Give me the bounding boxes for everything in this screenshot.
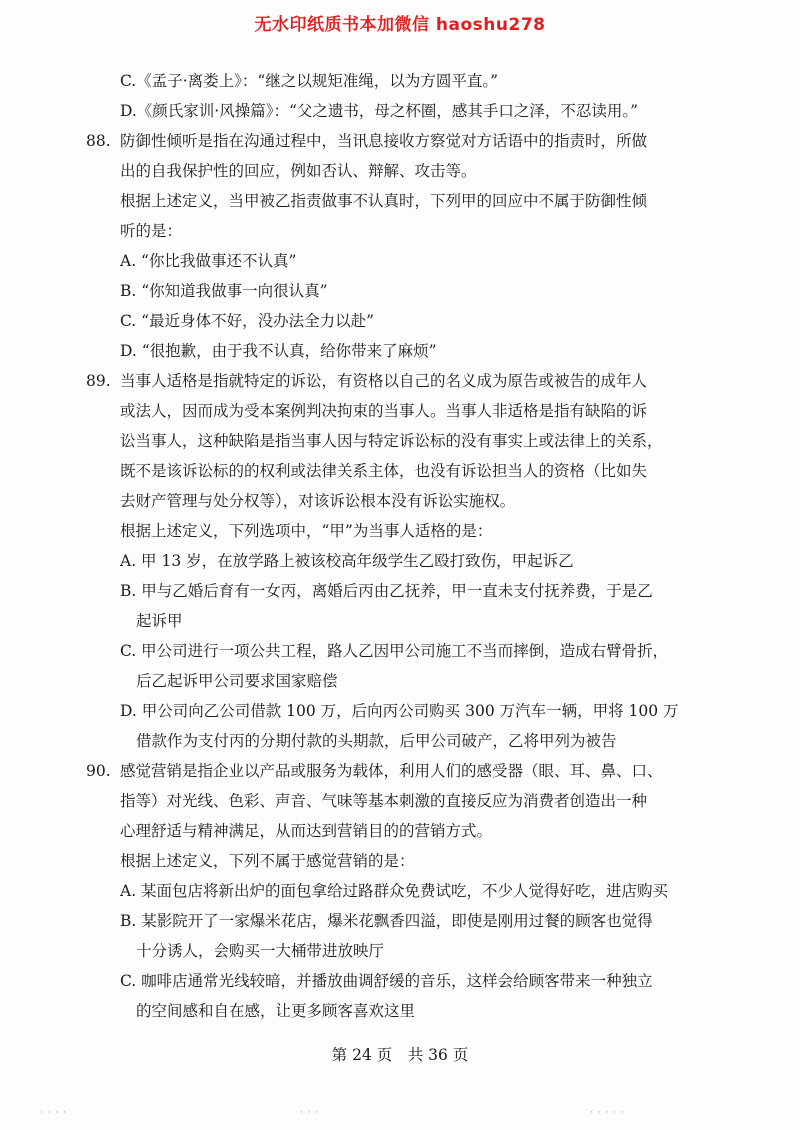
q90-option-b-line-1: B. 某影院开了一家爆米花店，爆米花飘香四溢，即使是刚用过餐的顾客也觉得	[120, 912, 653, 930]
q88-option-b: B. “你知道我做事一向很认真”	[120, 282, 328, 300]
scan-artifact-dots-center: · · ·	[300, 1108, 320, 1118]
page-number-footer: 第 24 页 共 36 页	[331, 1046, 469, 1064]
q89-option-b-line-1: B. 甲与乙婚后育有一女丙，离婚后丙由乙抚养，甲一直未支付抚养费，于是乙	[120, 582, 653, 600]
q89-option-c-line-2: 后乙起诉甲公司要求国家赔偿	[136, 672, 338, 690]
q88-option-a: A. “你比我做事还不认真”	[120, 252, 297, 270]
q90-body-line-1	[86, 756, 726, 786]
q89-body-line-5: 去财产管理与处分权等），对该诉讼根本没有诉讼实施权。	[120, 492, 516, 510]
q89-option-a: A. 甲 13 岁，在放学路上被该校高年级学生乙殴打致伤，甲起诉乙	[120, 552, 574, 570]
q90-option-c-line-2: 的空间感和自在感，让更多顾客喜欢这里	[136, 1002, 416, 1020]
q88-body-line-2: 出的自我保护性的回应，例如否认、辩解、攻击等。	[120, 162, 477, 180]
q90-prompt: 根据上述定义，下列不属于感觉营销的是：	[120, 852, 415, 870]
q88-option-d: D. “很抱歉，由于我不认真，给你带来了麻烦”	[120, 342, 437, 360]
q90-body-line-2: 指等）对光线、色彩、声音、气味等基本刺激的直接反应为消费者创造出一种	[120, 792, 648, 810]
q89-option-d-line-2: 借款作为支付丙的分期付款的头期款，后甲公司破产，乙将甲列为被告	[136, 732, 617, 750]
q90-option-c-line-1: C. 咖啡店通常光线较暗，并播放曲调舒缓的音乐，这样会给顾客带来一种独立	[120, 972, 653, 990]
q90-number: 90.	[86, 762, 111, 780]
q88-option-c: C. “最近身体不好，没办法全力以赴”	[120, 312, 375, 330]
prev-option-c: C.《孟子·离娄上》：“继之以规矩准绳，以为方圆平直。”	[120, 72, 499, 90]
q89-body-line-1	[86, 366, 726, 396]
scan-artifact-dots-right: · · · · ·	[590, 1108, 625, 1118]
q89-option-d-line-1: D. 甲公司向乙公司借款 100 万，后向丙公司购买 300 万汽车一辆，甲将 100 万	[120, 702, 679, 720]
q89-option-c-line-1: C. 甲公司进行一项公共工程，路人乙因甲公司施工不当而摔倒，造成右臂骨折，	[120, 642, 669, 660]
q89-body-text-1: 当事人适格是指就特定的诉讼，有资格以自己的名义成为原告或被告的成年人	[120, 372, 648, 390]
q88-prompt-line-2: 听的是：	[120, 222, 183, 240]
q90-body-line-3: 心理舒适与精神满足，从而达到营销目的的营销方式。	[120, 822, 493, 840]
q88-prompt-line-1: 根据上述定义，当甲被乙指责做事不认真时，下列甲的回应中不属于防御性倾	[120, 192, 648, 210]
q89-prompt: 根据上述定义，下列选项中，“甲”为当事人适格的是：	[120, 522, 493, 540]
q90-body-text-1: 感觉营销是指企业以产品或服务为载体，利用人们的感受器（眼、耳、鼻、口、	[120, 762, 663, 780]
q89-body-line-2: 或法人，因而成为受本案例判决拘束的当事人。当事人非适格是指有缺陷的诉	[120, 402, 648, 420]
q88-body-line-1	[86, 126, 726, 156]
question-89	[86, 366, 726, 756]
prev-option-d: D.《颜氏家训·风操篇》：“父之遗书，母之杯圈，感其手口之泽，不忍读用。”	[120, 102, 639, 120]
watermark-text: 无水印纸质书本加微信 haoshu278	[254, 15, 546, 35]
page-content	[86, 66, 726, 1026]
q88-number: 88.	[86, 132, 111, 150]
question-90	[86, 756, 726, 1026]
q89-option-b-line-2: 起诉甲	[136, 612, 183, 630]
q89-body-line-4: 既不是该诉讼标的的权利或法律关系主体，也没有诉讼担当人的资格（比如失	[120, 462, 648, 480]
question-88	[86, 126, 726, 366]
q88-body-text-1: 防御性倾听是指在沟通过程中，当讯息接收方察觉对方话语中的指责时，所做	[120, 132, 648, 150]
scan-artifact-dots-left: · · · ·	[40, 1108, 68, 1118]
q90-option-a: A. 某面包店将新出炉的面包拿给过路群众免费试吃，不少人觉得好吃，进店购买	[120, 882, 669, 900]
q89-number: 89.	[86, 372, 111, 390]
q89-body-line-3: 讼当事人，这种缺陷是指当事人因与特定诉讼标的没有事实上或法律上的关系，	[120, 432, 663, 450]
q90-option-b-line-2: 十分诱人，会购买一大桶带进放映厅	[136, 942, 385, 960]
